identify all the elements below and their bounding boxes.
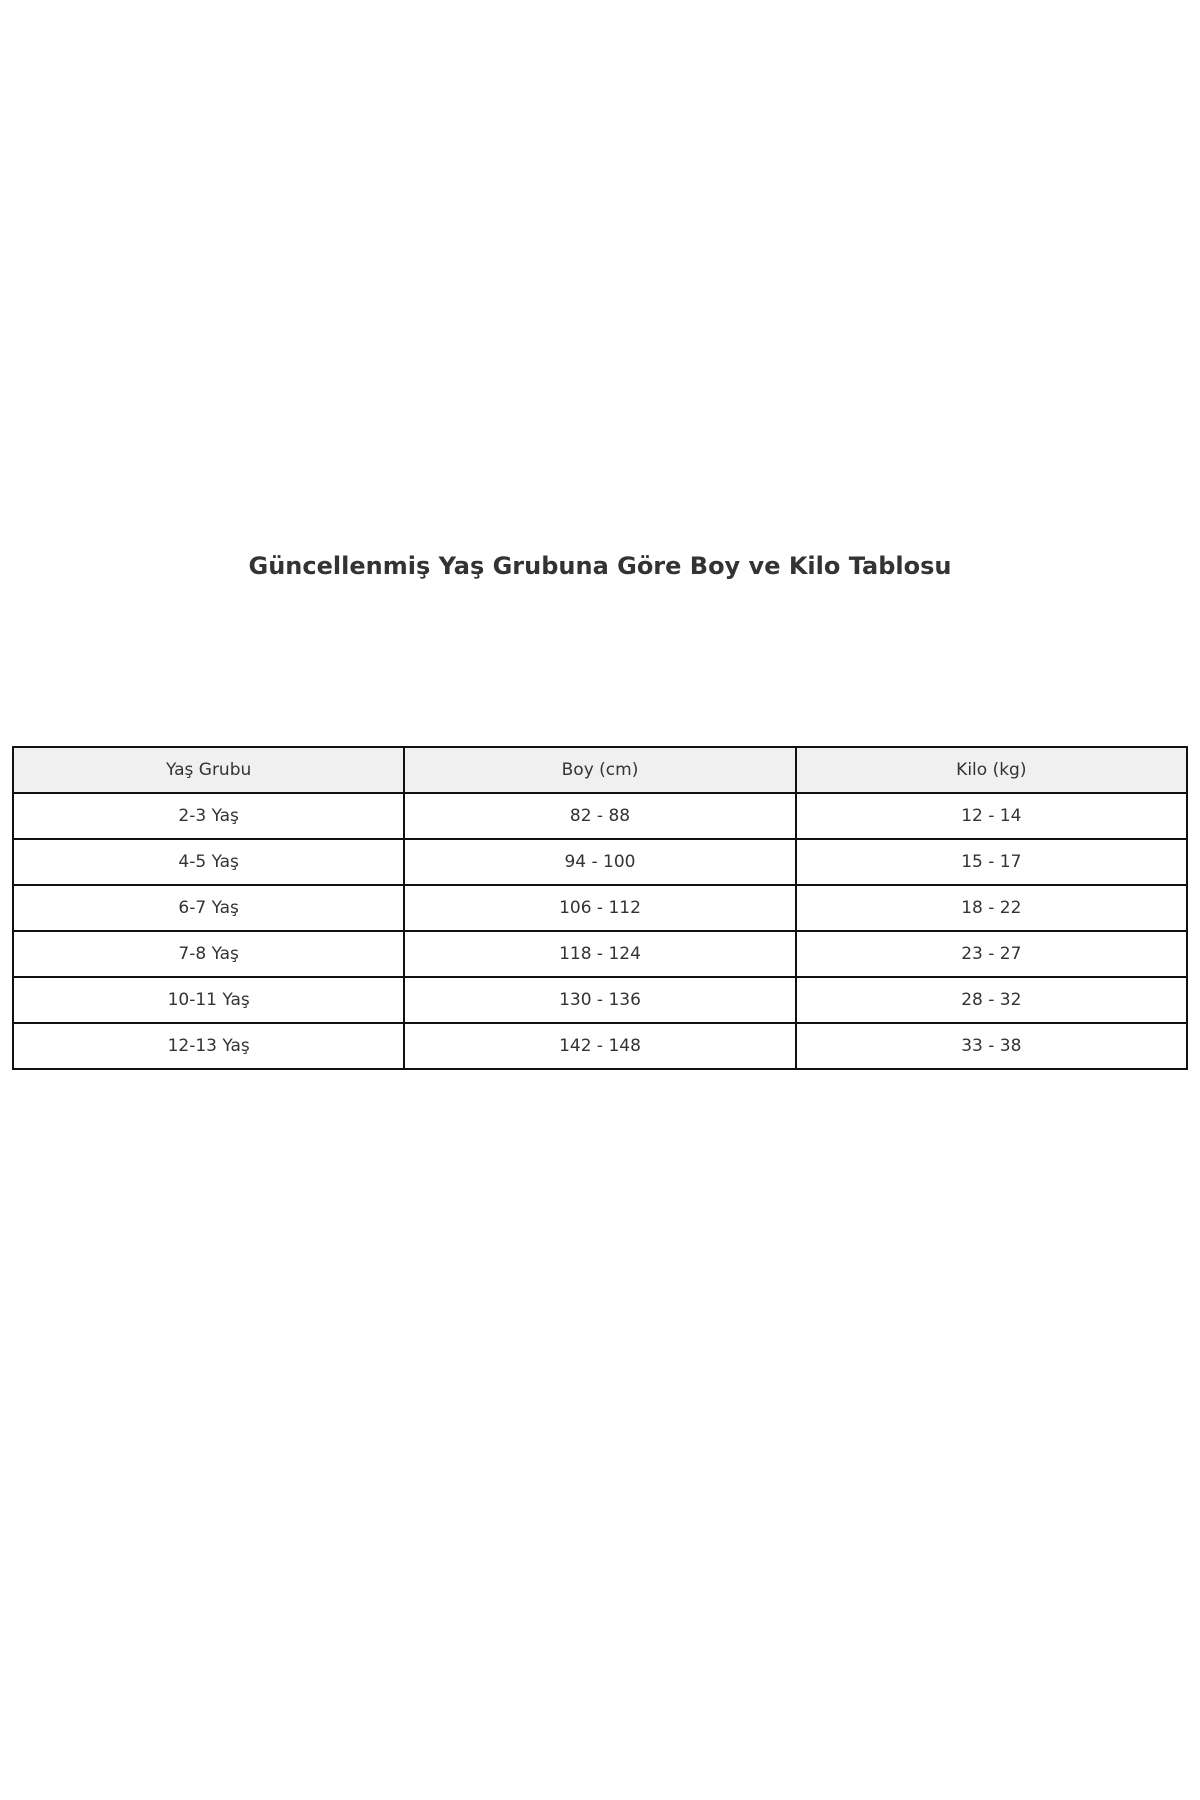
cell-age-group: 12-13 Yaş xyxy=(13,1023,404,1069)
cell-weight: 33 - 38 xyxy=(796,1023,1187,1069)
cell-age-group: 6-7 Yaş xyxy=(13,885,404,931)
table-row xyxy=(13,793,1187,839)
cell-height: 142 - 148 xyxy=(404,1023,795,1069)
cell-weight: 15 - 17 xyxy=(796,839,1187,885)
cell-height: 94 - 100 xyxy=(404,839,795,885)
header-age-group: Yaş Grubu xyxy=(13,747,404,793)
table-row xyxy=(13,885,1187,931)
header-row xyxy=(13,747,1187,793)
cell-age-group: 10-11 Yaş xyxy=(13,977,404,1023)
table-row xyxy=(13,977,1187,1023)
cell-weight: 12 - 14 xyxy=(796,793,1187,839)
cell-weight: 28 - 32 xyxy=(796,977,1187,1023)
table-row xyxy=(13,839,1187,885)
header-height: Boy (cm) xyxy=(404,747,795,793)
header-weight: Kilo (kg) xyxy=(796,747,1187,793)
cell-weight: 23 - 27 xyxy=(796,931,1187,977)
cell-age-group: 2-3 Yaş xyxy=(13,793,404,839)
cell-weight: 18 - 22 xyxy=(796,885,1187,931)
cell-age-group: 7-8 Yaş xyxy=(13,931,404,977)
table-body xyxy=(13,793,1187,1069)
cell-height: 82 - 88 xyxy=(404,793,795,839)
table-row xyxy=(13,931,1187,977)
cell-height: 118 - 124 xyxy=(404,931,795,977)
cell-height: 106 - 112 xyxy=(404,885,795,931)
table-header xyxy=(13,747,1187,793)
cell-age-group: 4-5 Yaş xyxy=(13,839,404,885)
table-row xyxy=(13,1023,1187,1069)
cell-height: 130 - 136 xyxy=(404,977,795,1023)
size-table xyxy=(12,746,1188,1070)
table-title: Güncellenmiş Yaş Grubuna Göre Boy ve Kilo Tablosu xyxy=(248,552,952,580)
